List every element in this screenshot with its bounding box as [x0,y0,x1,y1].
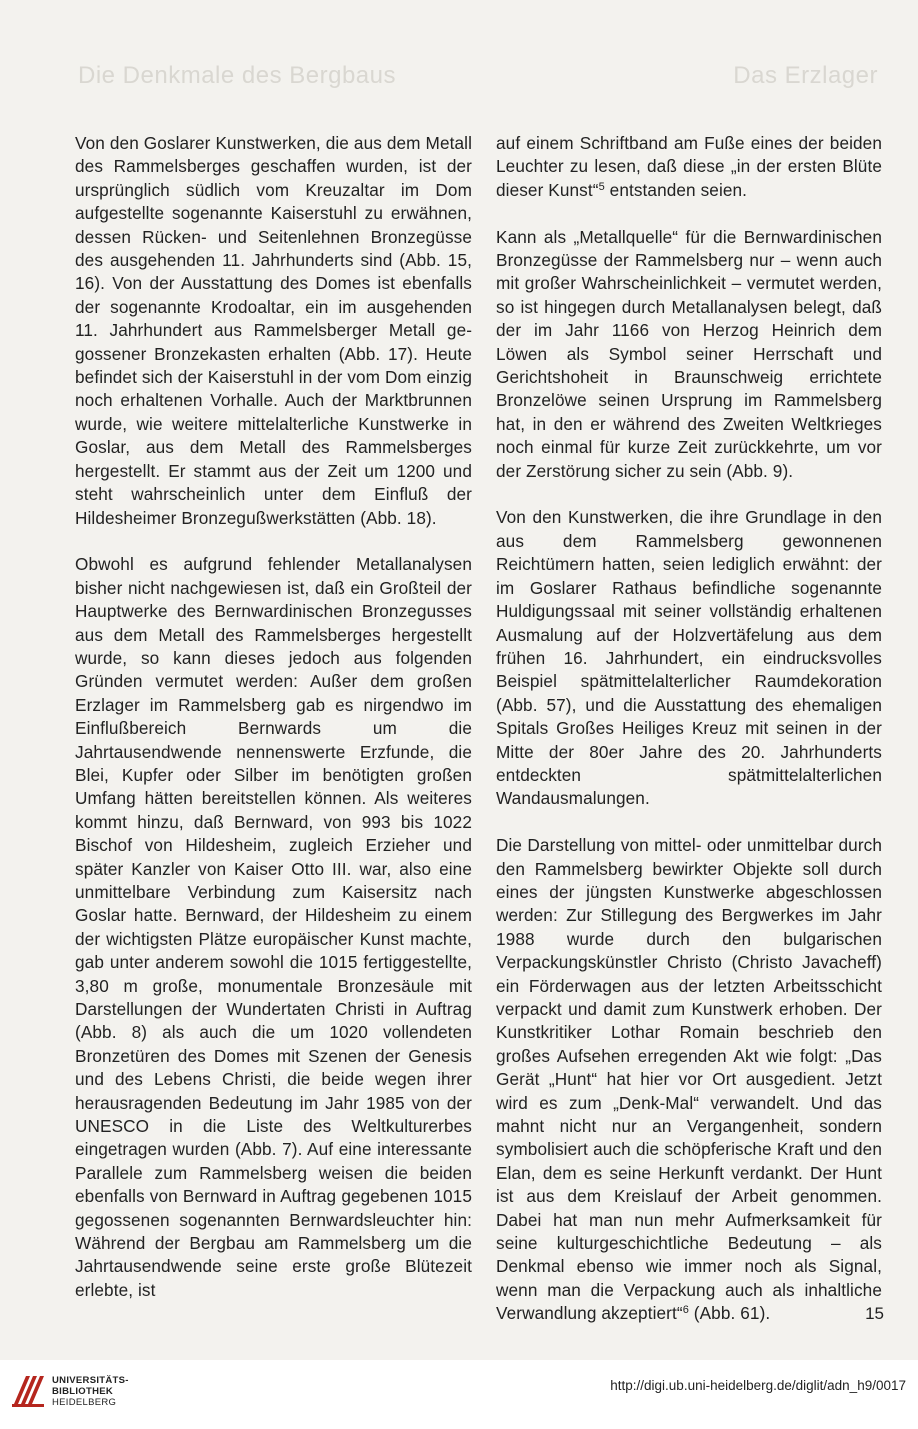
library-name-line: UNIVERSITÄTS- [52,1375,129,1386]
left-text-column [75,132,472,1302]
library-name-line: HEIDELBERG [52,1397,117,1408]
digitization-footer [0,1360,918,1429]
paragraph-text: (Abb. 61). [688,1303,771,1324]
paragraph-text: Die Darstellung von mittel- oder unmittelbar durch den Rammelsberg bewirkter Objekte soll durch eines der jüngsten Kunstwerke abgeschlossen werden: Zur Stillegung des Bergwerkes im Jahr 1988 wurde durch den bulgarischen Verpackungskünstler Christo (Christo Javacheff) ein Förderwagen aus der letzten Arbeitsschicht verpackt und damit zum Kunstwerk erhoben. Der Kunstkritiker Lothar Romain beschrieb den großes Aufsehen erregenden Akt wie folgt: „Das Gerät „Hunt“ hat hier vor Ort ausgedient. Jetzt wird es zum „Denk-Mal“ verwandelt. Und das mahnt nicht nur an Vergangenheit, sondern symbolisiert auch die schöpferische Kraft und den Elan, dem es seine Herkunft verdankt. Der Hunt ist aus dem Kreislauf der Arbeit genommen. Dabei hat man nun mehr Aufmerksamkeit für seine kulturgeschichtliche Bedeutung – als Denkmal ebenso wie immer noch als Signal, wenn man die Verpackung auch als inhaltliche Verwandlung akzeptiert“ [496,835,882,1324]
paragraph-text: entstanden seien. [604,179,748,200]
library-name [52,1375,129,1408]
paragraph [496,132,882,202]
paragraph: Von den Goslarer Kunstwerken, die aus dem Metall des Rammelsberges geschaffen wurden, ist der ursprünglich südlich vom Kreuzaltar im Dom aufgestellte sogenannte Kaiserstuhl zu erwähnen, dessen Rücken- und Seitenlehnen Bronzegüsse des ausgehenden 11. Jahrhunderts sind (Abb. 15, 16). Von der Ausstattung des Domes ist ebenfalls der sogenannte Krodoaltar, ein im ausgehenden 11. Jahrhundert aus Rammelsberger Metall gegossener Bronzekasten erhalten (Abb. 17). Heute befindet sich der Kaiserstuhl in der vom Dom einzig noch erhaltenen Vorhalle. Auch der Marktbrunnen wurde, wie weitere mittelalterliche Kunstwerke in Goslar, aus dem Metall des Rammelsberges hergestellt. Er stammt aus der Zeit um 1200 und steht wahrscheinlich unter dem Einfluß der Hildesheimer Bronzegußwerkstätten (Abb. 18). [75,133,472,528]
paragraph: Von den Kunstwerken, die ihre Grundlage in den aus dem Rammelsberg gewonnenen Reichtümern hatten, seien lediglich erwähnt: der im Goslarer Rathaus befindliche sogenannte Huldigungssaal mit seiner vollständig erhaltenen Ausmalung auf der Holzvertäfelung aus dem frühen 16. Jahrhundert, ein eindrucksvolles Beispiel spätmittelalterlicher Raumdekoration (Abb. 57), und die Ausstattung des ehemaligen Spitals Großes Heiliges Kreuz mit seinen in der Mitte der 80er Jahre des 20. Jahrhunderts entdeckten spätmittelalterlichen Wandausmalungen. [496,507,882,809]
paragraph: Kann als „Metallquelle“ für die Bernwardinischen Bronzegüsse der Rammelsberg nur – wenn auch mit großer Wahrscheinlichkeit – vermutet werden, so ist hingegen durch Metallanalysen belegt, daß der im Jahr 1166 von Herzog Heinrich dem Löwen als Symbol seiner Herrschaft und Gerichtshoheit in Braunschweig errichtete Bronzelöwe seinen Ursprung im Rammelsberg hat, in den er während des Zweiten Weltkrieges noch einmal für kurze Zeit zurückkehrte, um vor der Zerstörung sicher zu sein (Abb. 9). [496,226,882,481]
right-text-column [496,132,882,1326]
running-head-left: Die Denkmale des Bergbaus [78,62,396,89]
paragraph-text: auf einem Schriftband am Fuße eines der beiden Leuchter zu lesen, daß diese „in der ersten Blüte dieser Kunst“ [496,133,882,200]
paragraph [496,834,882,1326]
running-head-right: Das Erzlager [733,62,878,89]
library-logo-icon [10,1370,46,1410]
library-name-line: BIBLIOTHEK [52,1386,114,1397]
source-url-link[interactable]: http://digi.ub.uni-heidelberg.de/diglit/adn_h9/0017 [610,1378,906,1393]
footnote-marker: 5 [598,180,605,193]
footnote-marker: 6 [682,1304,689,1317]
page-number: 15 [865,1304,884,1323]
paragraph: Obwohl es aufgrund fehlender Metallanalysen bisher nicht nachgewiesen ist, daß ein Großteil der Hauptwerke des Bernwardinischen Bronzegusses aus dem Metall des Rammelsberges hergestellt wurde, so kann dieses jedoch aus folgenden Gründen vermutet werden: Außer dem großen Erzlager im Rammelsberg gab es nirgendwo im Einflußbereich Bernwards um die Jahrtausendwende nennenswerte Erzfunde, die Blei, Kupfer oder Silber im benötigten großen Umfang hätten bereitstellen können. Als weiteres kommt hinzu, daß Bernward, von 993 bis 1022 Bischof von Hildesheim, zugleich Erzieher und später Kanzler von Kaiser Otto III. war, also eine unmittelbare Verbindung zum Kaisersitz nach Goslar hatte. Bernward, der Hildesheim zu einem der wichtigsten Plätze europäischer Kunst machte, gab unter anderem sowohl die 1015 fertiggestellte, 3,80 m große, monumentale Bronzesäule mit Darstellungen der Wundertaten Christi in Auftrag (Abb. 8) als auch die um 1020 vollendeten Bronzetüren des Domes mit Szenen der Genesis und des Lebens Christi, die beide wegen ihrer herausragenden Bedeutung im Jahr 1985 von der UNESCO in die Liste des Weltkulturerbes eingetragen wurden (Abb. 7). Auf eine interessante Parallele zum Rammelsberg weisen die beiden ebenfalls von Bernward in Auftrag gegebenen 1015 gegossenen sogenannten Bernwardsleuchter hin: Während der Bergbau am Rammelsberg um die Jahrtausendwende seine erste große Blütezeit erlebte, ist [75,554,472,1300]
